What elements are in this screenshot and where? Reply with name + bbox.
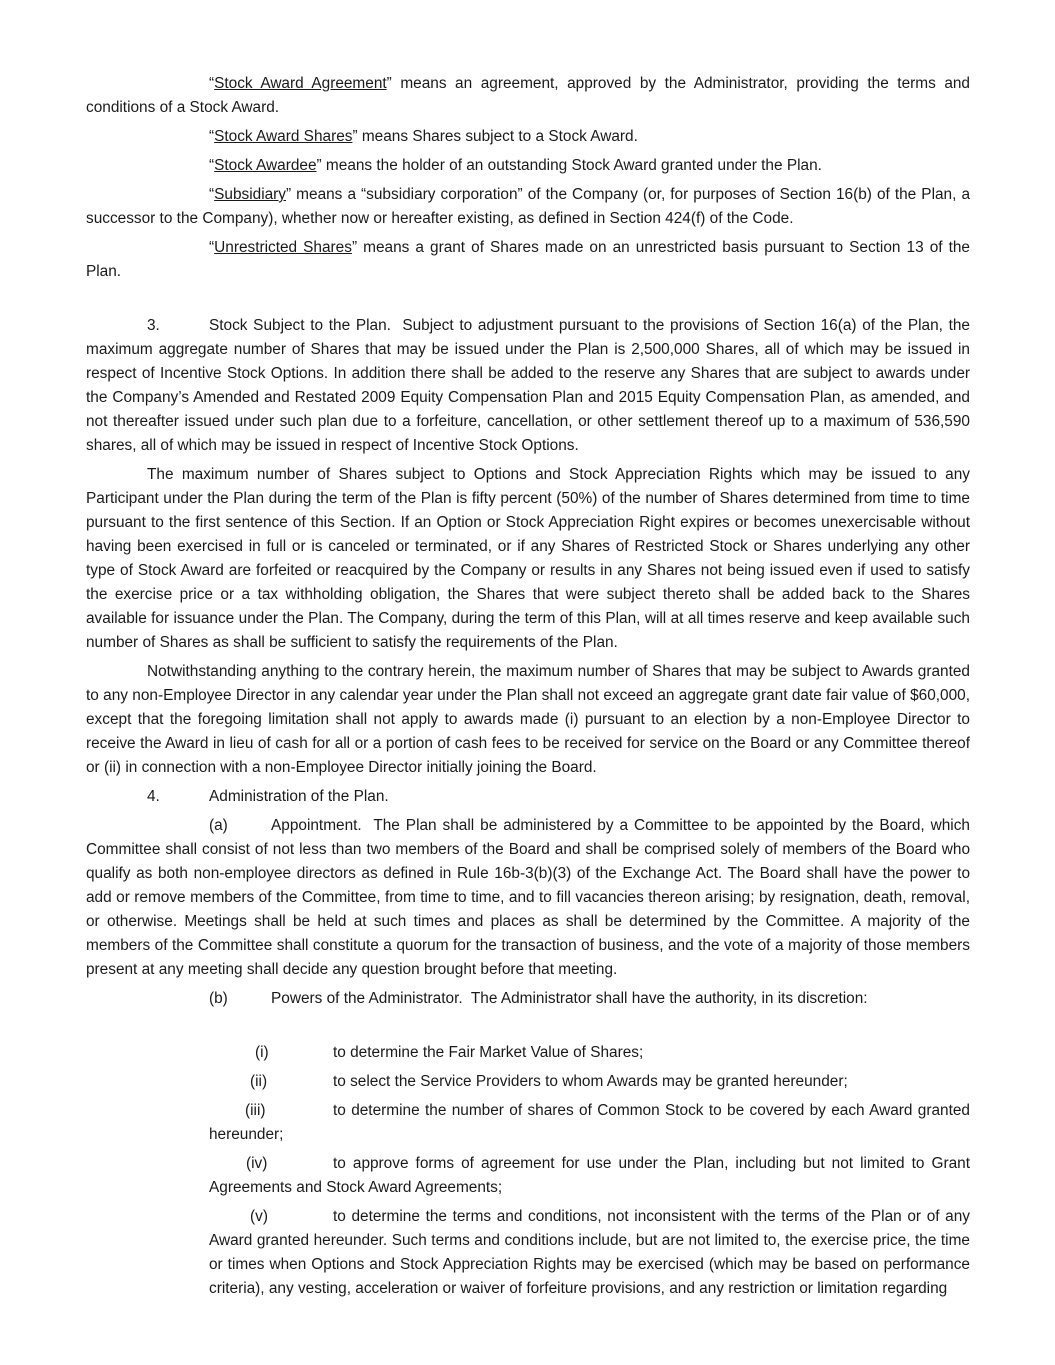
defined-term: Stock Award Shares <box>214 128 353 145</box>
section-3-paragraph-1 <box>86 314 970 458</box>
section-4-heading <box>86 785 970 809</box>
section-4a-text: The Plan shall be administered by a Committee to be appointed by the Board, which Committee shall consist of not less than two members of the Board and shall be comprised solely of members of the Board who qualify as both non-employee directors as defined in Rule 16b-3(b)(3) of the Exchange Act. The Board shall have the power to add or remove members of the Committee, from time to time, and to fill vacancies thereon arising; by resignation, death, removal, or otherwise. Meetings shall be held at such times and places as shall be determined by the Committee. A majority of the members of the Committee shall constitute a quorum for the transaction of business, and the vote of a majority of those members present at any meeting shall decide any question brought before that meeting. <box>86 817 970 978</box>
section-3-title: Stock Subject to the Plan. <box>209 317 391 334</box>
list-item-text: to approve forms of agreement for use under the Plan, including but not limited to Grant Agreements and Stock Award Agreements; <box>209 1155 970 1196</box>
list-item <box>209 1205 970 1301</box>
list-item <box>209 1041 970 1065</box>
list-item-number: (iv) <box>246 1155 268 1172</box>
section-4a-paragraph <box>86 814 970 982</box>
section-4b-paragraph <box>86 987 970 1011</box>
definition-stock-award-shares: “Stock Award Shares” means Shares subject to a Stock Award. <box>209 128 638 145</box>
section-3-paragraph-3: Notwithstanding anything to the contrary herein, the maximum number of Shares that may be subject to Awards granted to any non-Employee Director in any calendar year under the Plan shall not exceed an aggregate grant date fair value of $60,000, except that the foregoing limitation shall not apply to awards made (i) pursuant to an election by a non-Employee Director to receive the Award in lieu of cash for all or a portion of cash fees to be received for service on the Board or any Committee thereof or (ii) in connection with a non-Employee Director initially joining the Board. <box>86 663 970 776</box>
definition-unrestricted-shares: “Unrestricted Shares” means a grant of Shares made on an unrestricted basis pursuant to Section 13 of the Plan. <box>86 239 970 280</box>
list-item-number: (ii) <box>250 1073 268 1090</box>
list-item-text: to determine the Fair Market Value of Shares; <box>333 1044 644 1061</box>
list-item-text: to determine the number of shares of Common Stock to be covered by each Award granted hereunder; <box>209 1102 970 1143</box>
section-4-number: 4. <box>147 788 160 805</box>
definition-stock-awardee: “Stock Awardee” means the holder of an outstanding Stock Award granted under the Plan. <box>209 157 822 174</box>
section-3-text: Subject to adjustment pursuant to the provisions of Section 16(a) of the Plan, the maximum aggregate number of Shares that may be issued under the Plan is 2,500,000 Shares, all of which may be issued in respect of Incentive Stock Options. In addition there shall be added to the reserve any Shares that are subject to awards under the Company’s Amended and Restated 2009 Equity Compensation Plan and 2015 Equity Compensation Plan, as amended, and not thereafter issued under such plan due to a forfeiture, cancellation, or other settlement thereof up to a maximum of 536,590 shares, all of which may be issued in respect of Incentive Stock Options. <box>86 317 970 454</box>
definition-text: ” means a “subsidiary corporation” of the Company (or, for purposes of Section 16(b) of the Plan, a successor to the Company), whether now or hereafter existing, as defined in Section 424(f) of the Code. <box>86 186 970 227</box>
section-4a-title: Appointment. <box>271 817 362 834</box>
section-3-number: 3. <box>147 317 160 334</box>
section-4-title: Administration of the Plan. <box>209 788 389 805</box>
defined-term: Subsidiary <box>214 186 286 203</box>
list-item <box>209 1152 970 1200</box>
defined-term: Stock Awardee <box>214 157 317 174</box>
definition-text: ” means an agreement, approved by the Administrator, providing the terms and conditions of a Stock Award. <box>86 75 970 116</box>
definition-subsidiary: “Subsidiary” means a “subsidiary corporation” of the Company (or, for purposes of Section 16(b) of the Plan, a successor to the Company), whether now or hereafter existing, as defined in Section 424(f) of the Code. <box>86 186 970 227</box>
list-item-text: to select the Service Providers to whom Awards may be granted hereunder; <box>333 1073 848 1090</box>
defined-term: Unrestricted Shares <box>214 239 352 256</box>
defined-term: Stock Award Agreement <box>214 75 387 92</box>
section-4b-text: The Administrator shall have the authority, in its discretion: <box>470 990 868 1007</box>
list-item <box>209 1099 970 1147</box>
list-item-number: (v) <box>250 1208 268 1225</box>
section-3-paragraph-2: The maximum number of Shares subject to Options and Stock Appreciation Rights which may be issued to any Participant under the Plan during the term of the Plan is fifty percent (50%) of the number of Shares determined from time to time pursuant to the first sentence of this Section. If an Option or Stock Appreciation Right expires or becomes unexercisable without having been exercised in full or is canceled or terminated, or if any Shares of Restricted Stock or Shares underlying any other type of Stock Award are forfeited or reacquired by the Company or results in any Shares not being issued even if used to satisfy the exercise price or a tax withholding obligation, the Shares that were subject thereto shall be added back to the Shares available for issuance under the Plan. The Company, during the term of this Plan, will at all times reserve and keep available such number of Shares as shall be sufficient to satisfy the requirements of the Plan. <box>86 466 970 651</box>
list-item <box>209 1070 970 1094</box>
list-item-number: (iii) <box>245 1102 266 1119</box>
definition-text: ” means Shares subject to a Stock Award. <box>352 128 638 145</box>
document-page <box>86 72 970 1306</box>
section-4a-label: (a) <box>209 817 228 834</box>
list-item-text: to determine the terms and conditions, not inconsistent with the terms of the Plan or of any Award granted hereunder. Such terms and conditions include, but are not limited to, the exercise price, the time or times when Options and Stock Appreciation Rights may be exercised (which may be based on performance criteria), any vesting, acceleration or waiver of forfeiture provisions, and any restriction or limitation regarding <box>209 1208 970 1297</box>
list-item-number: (i) <box>255 1044 269 1061</box>
definition-text: ” means a grant of Shares made on an unrestricted basis pursuant to Section 13 of the Plan. <box>86 239 970 280</box>
definition-text: ” means the holder of an outstanding Stock Award granted under the Plan. <box>316 157 822 174</box>
section-4b-label: (b) <box>209 990 228 1007</box>
section-4b-title: Powers of the Administrator. <box>271 990 463 1007</box>
definition-stock-award-agreement: “Stock Award Agreement” means an agreement, approved by the Administrator, providing the terms and conditions of a Stock Award. <box>86 75 970 116</box>
